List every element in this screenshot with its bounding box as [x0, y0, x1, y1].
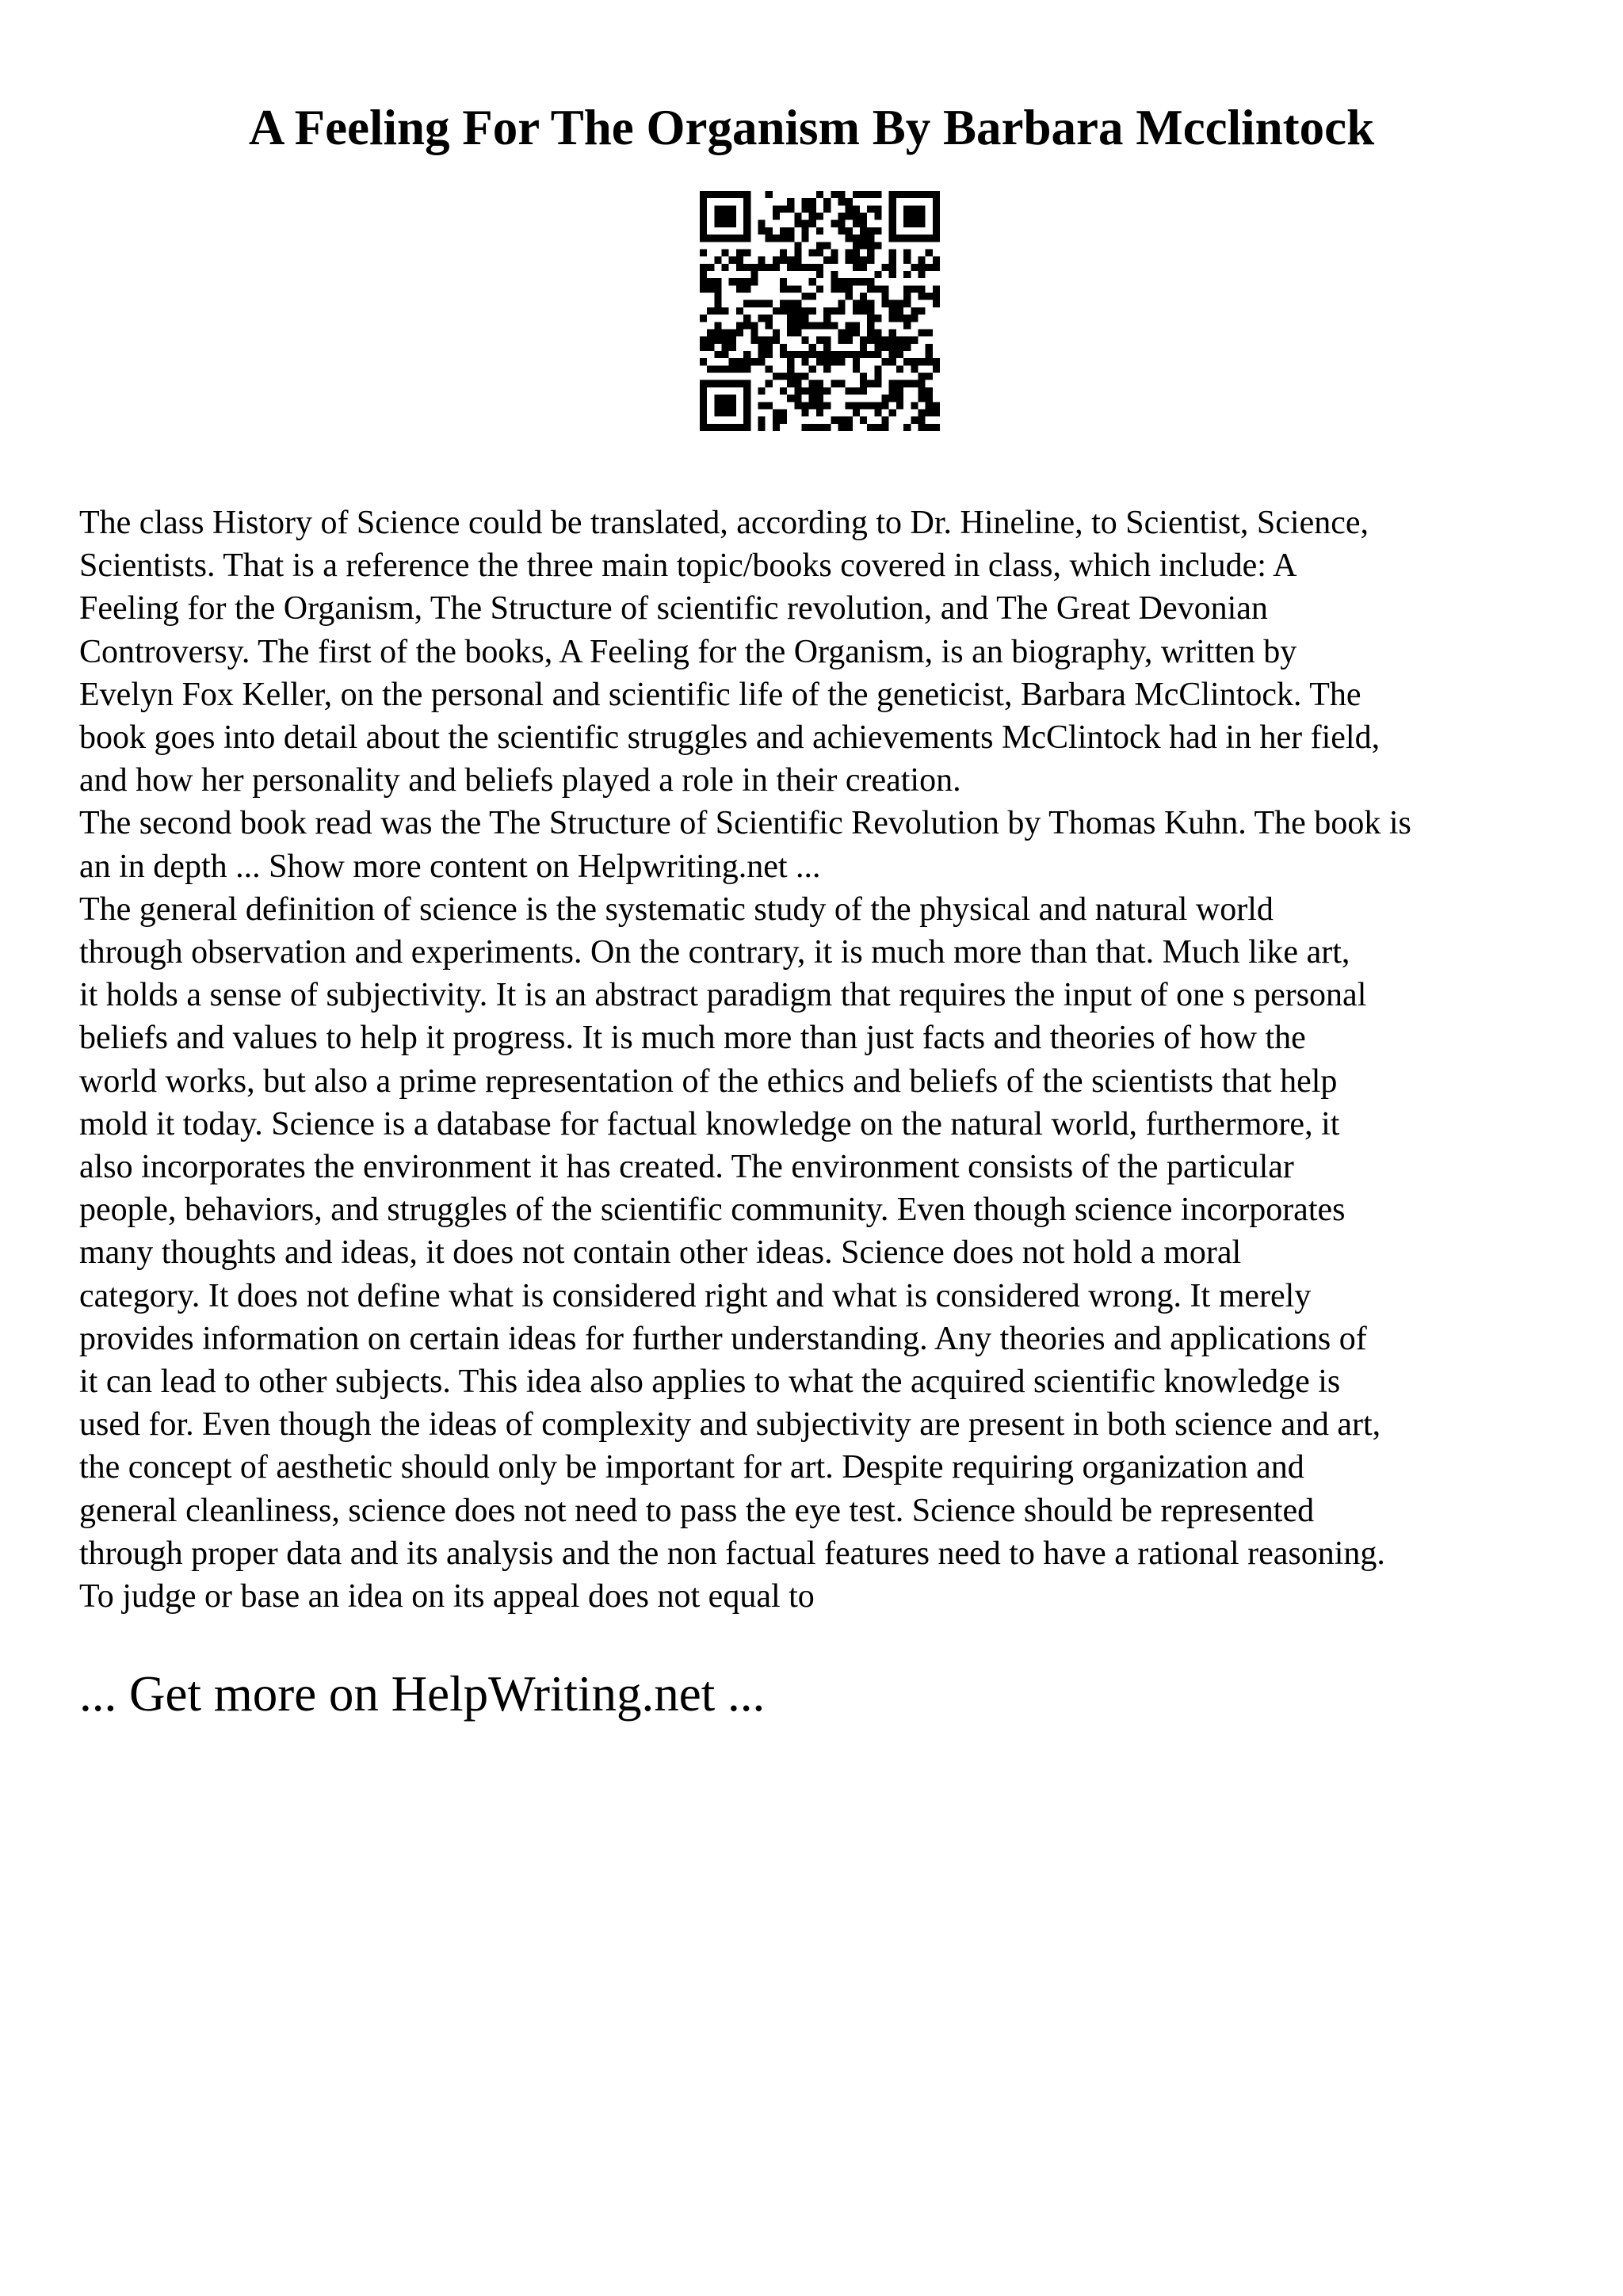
body-line: it can lead to other subjects. This idea also applies to what the acquired scientific knowledge is — [79, 1363, 1341, 1401]
get-more-link[interactable]: ... Get more on HelpWriting.net ... — [79, 1666, 766, 1722]
body-line: category. It does not define what is considered right and what is considered wrong. It merely — [79, 1277, 1312, 1314]
qr-code-icon — [700, 191, 940, 431]
body-line: Controversy. The first of the books, A Feeling for the Organism, is an biography, written by — [79, 633, 1297, 670]
body-line: also incorporates the environment it has created. The environment consists of the particular — [79, 1149, 1294, 1186]
body-line: Scientists. That is a reference the three main topic/books covered in class, which include: A — [79, 547, 1297, 585]
qr-code-graphic — [700, 191, 940, 431]
body-line: people, behaviors, and struggles of the scientific community. Even though science incorporates — [79, 1192, 1346, 1229]
body-line: and how her personality and beliefs played a role in their creation. — [79, 762, 961, 799]
body-line: general cleanliness, science does not need to pass the eye test. Science should be represented — [79, 1492, 1315, 1529]
body-line: Evelyn Fox Keller, on the personal and scientific life of the geneticist, Barbara McClintock. The — [79, 676, 1361, 713]
body-line: The general definition of science is the systematic study of the physical and natural world — [79, 891, 1274, 928]
body-line: through proper data and its analysis and the non factual features need to have a rational reasoning. — [79, 1535, 1385, 1572]
body-line: it holds a sense of subjectivity. It is an abstract paradigm that requires the input of one s personal — [79, 977, 1367, 1014]
body-line: beliefs and values to help it progress. It is much more than just facts and theories of how the — [79, 1020, 1306, 1057]
body-line: book goes into detail about the scientific struggles and achievements McClintock had in her field, — [79, 719, 1381, 757]
body-line: The second book read was the The Structure of Scientific Revolution by Thomas Kuhn. The book is — [79, 805, 1411, 842]
body-line: To judge or base an idea on its appeal does not equal to — [79, 1578, 815, 1615]
document-title: A Feeling For The Organism By Barbara Mcclintock — [248, 100, 1375, 155]
body-line: world works, but also a prime representation of the ethics and beliefs of the scientists that help — [79, 1062, 1338, 1100]
body-line: mold it today. Science is a database for factual knowledge on the natural world, furthermore, it — [79, 1105, 1340, 1142]
body-line: The class History of Science could be translated, according to Dr. Hineline, to Scientist, Science, — [79, 505, 1369, 541]
body-line: the concept of aesthetic should only be important for art. Despite requiring organization and — [79, 1449, 1304, 1486]
body-line: provides information on certain ideas for further understanding. Any theories and applications of — [79, 1320, 1367, 1357]
body-line: many thoughts and ideas, it does not contain other ideas. Science does not hold a moral — [79, 1234, 1242, 1272]
body-line: used for. Even though the ideas of complexity and subjectivity are present in both science and art, — [79, 1406, 1381, 1444]
body-line: through observation and experiments. On the contrary, it is much more than that. Much like art, — [79, 934, 1350, 971]
body-line: an in depth ... Show more content on Helpwriting.net ... — [79, 848, 821, 885]
body-text — [79, 502, 1585, 1618]
body-line: Feeling for the Organism, The Structure of scientific revolution, and The Great Devonian — [79, 590, 1268, 627]
